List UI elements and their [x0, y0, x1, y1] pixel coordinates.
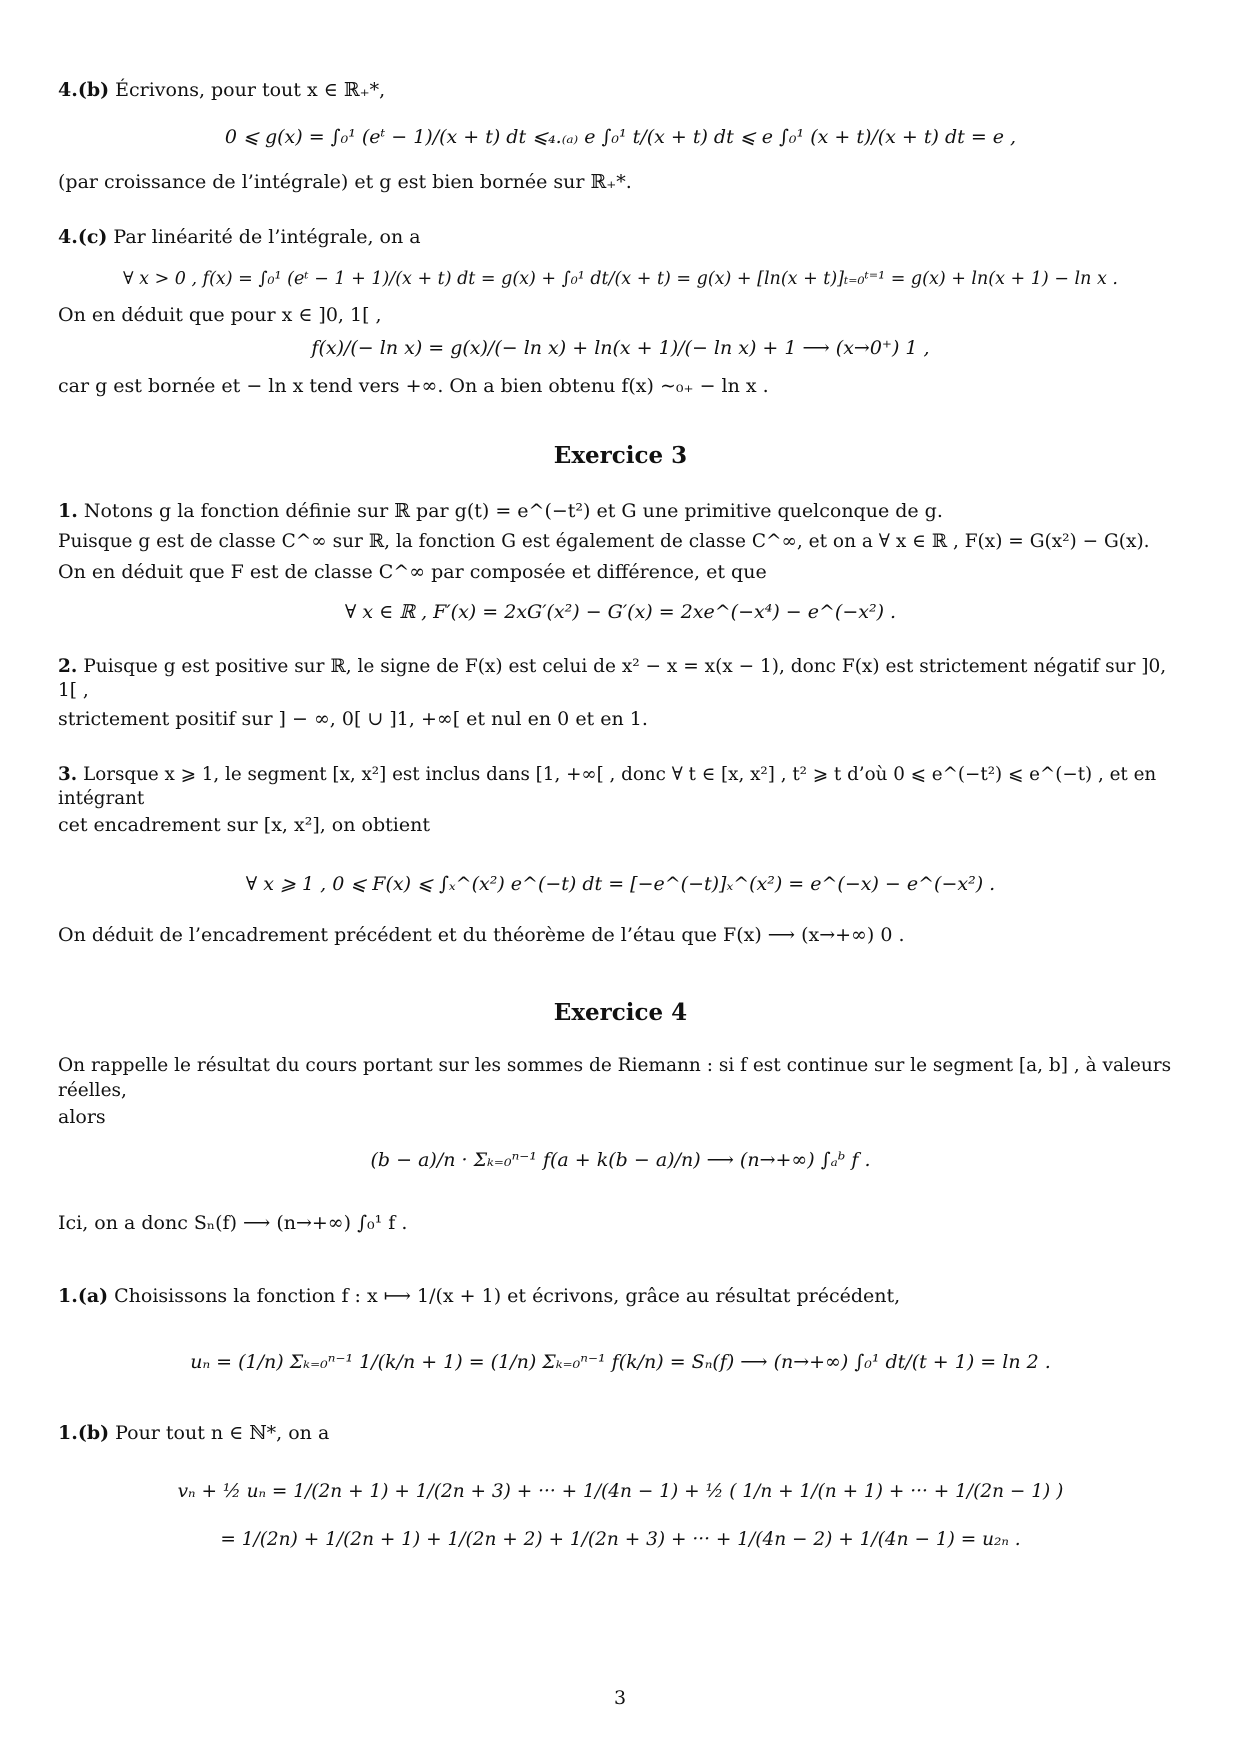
ex3-q3-equation: ∀ x ⩾ 1 , 0 ⩽ F(x) ⩽ ∫ₓ^(x²) e^(−t) dt = [−e^(−t)]ₓ^(x²) = e^(−x) − e^(−x²) .	[245, 872, 996, 895]
ex4-q1b-intro: 1.(b) Pour tout n ∈ ℕ*, on a	[58, 1421, 330, 1444]
ex3-q3-conclusion: On déduit de l’encadrement précédent et du théorème de l’étau que F(x) ⟶ (x→+∞) 0 .	[58, 923, 905, 946]
q4c-limit-equation: f(x)/(− ln x) = g(x)/(− ln x) + ln(x + 1)/(− ln x) + 1 ⟶ (x→0⁺) 1 ,	[311, 337, 930, 360]
exercise-3-title: Exercice 3	[553, 441, 688, 469]
ex4-intro-line1: On rappelle le résultat du cours portant sur les sommes de Riemann : si f est continue sur le segment [a, b] , à valeurs réelles,	[58, 1055, 1172, 1101]
ex3-q1-line2: Puisque g est de classe C^∞ sur ℝ, la fonction G est également de classe C^∞, et on a ∀ x ∈ ℝ , F(x) = G(x²) − G(x).	[58, 531, 1150, 553]
ex3-q2-line2: strictement positif sur ] − ∞, 0[ ∪ ]1, +∞[ et nul en 0 et en 1.	[58, 708, 648, 731]
ex3-q1-line1: 1. Notons g la fonction définie sur ℝ par g(t) = e^(−t²) et G une primitive quelconque de g.	[58, 500, 943, 522]
ex3-q3-line1: 3. Lorsque x ⩾ 1, le segment [x, x²] est inclus dans [1, +∞[ , donc ∀ t ∈ [x, x²] , t² ⩾ t d’où 0 ⩽ e^(−t²) ⩽ e^(−t) , et en intégrant	[58, 763, 1157, 809]
q4b-equation: 0 ⩽ g(x) = ∫₀¹ (eᵗ − 1)/(x + t) dt ⩽₄.₍ₐ₎ e ∫₀¹ t/(x + t) dt ⩽ e ∫₀¹ (x + t)/(x + t) dt = e ,	[224, 126, 1017, 149]
q4c-mid: On en déduit que pour x ∈ ]0, 1[ ,	[58, 304, 382, 327]
q4c-equation: ∀ x > 0 , f(x) = ∫₀¹ (eᵗ − 1 + 1)/(x + t) dt = g(x) + ∫₀¹ dt/(x + t) = g(x) + [ln(x + t)]ₜ₌₀ᵗ⁼¹ = g(x) + ln(x + 1) − ln x .	[123, 269, 1118, 290]
q4c-conclusion: car g est bornée et − ln x tend vers +∞. On a bien obtenu f(x) ∼₀₊ − ln x .	[58, 374, 769, 397]
ex3-q1-line3: On en déduit que F est de classe C^∞ par composée et différence, et que	[58, 561, 767, 584]
ex3-q3-line2: cet encadrement sur [x, x²], on obtient	[58, 813, 430, 836]
exercise-4-title: Exercice 4	[553, 999, 688, 1027]
ex4-ici: Ici, on a donc Sₙ(f) ⟶ (n→+∞) ∫₀¹ f .	[58, 1212, 408, 1235]
ex4-q1b-equation-line2: = 1/(2n) + 1/(2n + 1) + 1/(2n + 2) + 1/(2n + 3) + ··· + 1/(4n − 2) + 1/(4n − 1) = u₂ₙ .	[220, 1529, 1021, 1551]
ex4-q1b-equation-line1: vₙ + ½ uₙ = 1/(2n + 1) + 1/(2n + 3) + ··· + 1/(4n − 1) + ½ ( 1/n + 1/(n + 1) + ··· + 1/(2n − 1) )	[177, 1480, 1064, 1502]
ex4-intro-line2: alors	[58, 1106, 106, 1129]
q4c-intro: 4.(c) Par linéarité de l’intégrale, on a	[58, 226, 421, 249]
ex4-q1a-intro: 1.(a) Choisissons la fonction f : x ⟼ 1/(x + 1) et écrivons, grâce au résultat précédent,	[58, 1285, 901, 1308]
q4b-intro: 4.(b) Écrivons, pour tout x ∈ ℝ₊*,	[58, 79, 386, 101]
page-number: 3	[613, 1687, 627, 1709]
q4b-conclusion: (par croissance de l’intégrale) et g est bien bornée sur ℝ₊*.	[58, 171, 632, 194]
page-content	[58, 78, 1183, 1553]
ex3-q2-line1: 2. Puisque g est positive sur ℝ, le signe de F(x) est celui de x² − x = x(x − 1), donc F(x) est strictement négatif sur ]0, 1[ ,	[58, 655, 1167, 702]
ex4-q1a-equation: uₙ = (1/n) Σₖ₌₀ⁿ⁻¹ 1/(k/n + 1) = (1/n) Σₖ₌₀ⁿ⁻¹ f(k/n) = Sₙ(f) ⟶ (n→+∞) ∫₀¹ dt/(t + 1) = ln 2 .	[190, 1350, 1051, 1373]
ex4-riemann-equation: (b − a)/n · Σₖ₌₀ⁿ⁻¹ f(a + k(b − a)/n) ⟶ (n→+∞) ∫ₐᵇ f .	[370, 1149, 871, 1172]
ex3-q1-equation: ∀ x ∈ ℝ , F′(x) = 2xG′(x²) − G′(x) = 2xe^(−x⁴) − e^(−x²) .	[344, 600, 897, 623]
